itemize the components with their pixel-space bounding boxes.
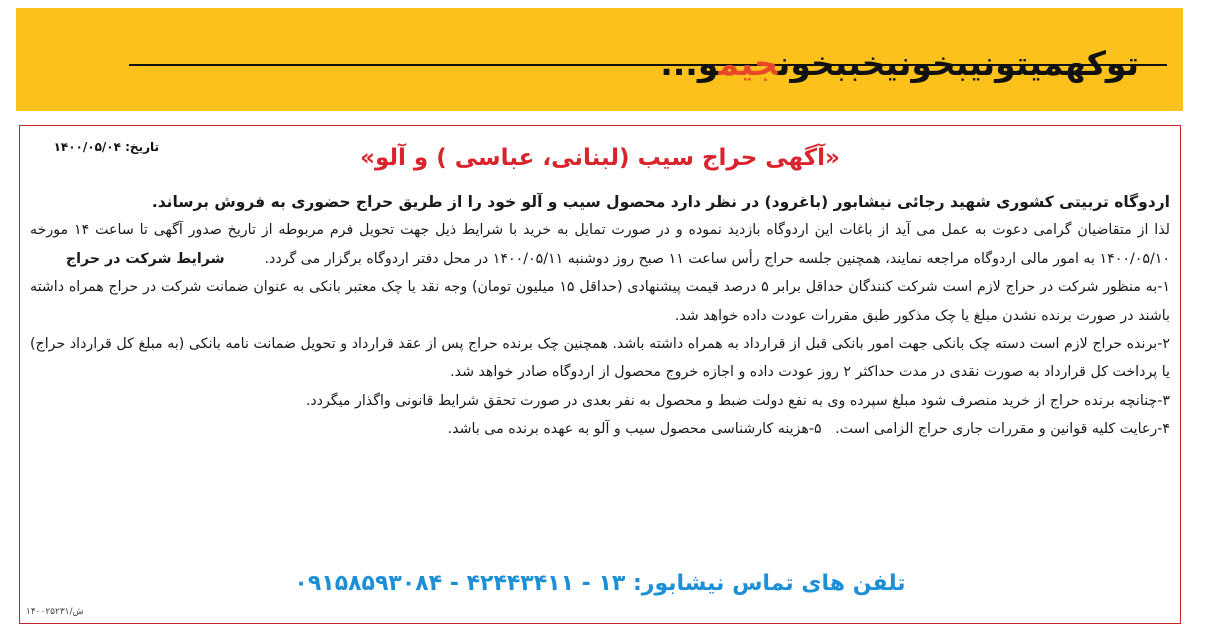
banner-slogan — [660, 34, 1139, 94]
ad-date-value: ۱۴۰۰/۰۵/۰۴ — [53, 140, 121, 154]
ad-date-label: تاریخ: — [125, 140, 159, 154]
ad-intro-text: لذا از متقاضیان گرامی دعوت به عمل می آید از باغات این اردوگاه بازدید نموده و در صورت تمایل به خرید با شرایط ذیل جهت تحویل فرم مربوطه از تاریخ صدور آگهی تا ساعت ۱۴ مورخه ۱۴۰۰/۰۵/۱۰ به امور مالی اردوگاه مراجعه نمایند، همچنین جلسه حراج رأس ساعت ۱۱ صبح روز دوشنبه ۱۴۰۰/۰۵/۱۱ در محل دفتر اردوگاه برگزار می گردد. — [30, 222, 1170, 267]
condition-3: ۳-چنانچه برنده حراج از خرید منصرف شود مبلغ سپرده وی به نفع دولت ضبط و محصول به نفر بعدی در صورت تحقق شرایط قانونی واگذار میگردد. — [305, 392, 1170, 409]
banner-slogan-tail: و... — [660, 44, 719, 83]
ad-intro-paragraph — [30, 216, 1170, 273]
contact-phones — [20, 564, 1180, 604]
condition-1: ۱-به منظور شرکت در حراج لازم است شرکت کنندگان حداقل برابر ۵ درصد قیمت پیشنهادی (حداقل ۱۵ میلیون تومان) وجه نقد یا چک معتبر بانکی به عنوان ضمانت شرکت در حراج همراه داشته باشند در صورت برنده نشدن مبلغ یا چک مذکور طبق مقررات عودت داده خواهد شد. — [30, 279, 1170, 324]
condition-5: ۵-هزینه کارشناسی محصول سیب و آلو به عهده برنده می باشد. — [447, 421, 822, 438]
conditions-heading: شرایط شرکت در حراج — [65, 250, 225, 267]
contact-phones-label: تلفن های تماس نیشابور: — [633, 571, 906, 596]
banner-slogan-dark: توکهمیتونیبخونیخببخون — [777, 44, 1139, 83]
ad-reference-number: ۱۴۰۰۲۵۲۳۱/ش — [26, 607, 84, 617]
newspaper-banner — [16, 8, 1183, 111]
ad-body — [30, 188, 1170, 444]
ad-lead-paragraph: اردوگاه تربیتی کشوری شهید رجائی نیشابور (باغرود) در نظر دارد محصول سیب و آلو خود را از طریق حراج حضوری به فروش برساند. — [151, 193, 1170, 211]
banner-slogan-highlight: جیم — [718, 44, 778, 83]
auction-advertisement — [19, 125, 1181, 624]
contact-phones-numbers: ۱۳ - ۴۲۴۴۳۴۱۱ - ۰۹۱۵۸۵۹۳۰۸۴ — [294, 571, 626, 596]
ad-title: «آگهی حراج سیب (لبنانی، عباسی ) و آلو» — [360, 145, 840, 171]
condition-4-5 — [30, 415, 1170, 443]
condition-4: ۴-رعایت کلیه قوانین و مقررات جاری حراج الزامی است. — [835, 421, 1170, 438]
condition-2: ۲-برنده حراج لازم است دسته چک بانکی جهت امور بانکی قبل از قرارداد به همراه داشته باشد. همچنین چک برنده حراج پس از عقد قرارداد و تحویل ضمانت نامه بانکی (به مبلغ کل قرارداد حراج) یا پرداخت کل قرارداد به صورت نقدی در مدت حداکثر ۲ روز عودت داده و اجازه خروج محصول از اردوگاه صادر خواهد شد. — [30, 336, 1170, 381]
